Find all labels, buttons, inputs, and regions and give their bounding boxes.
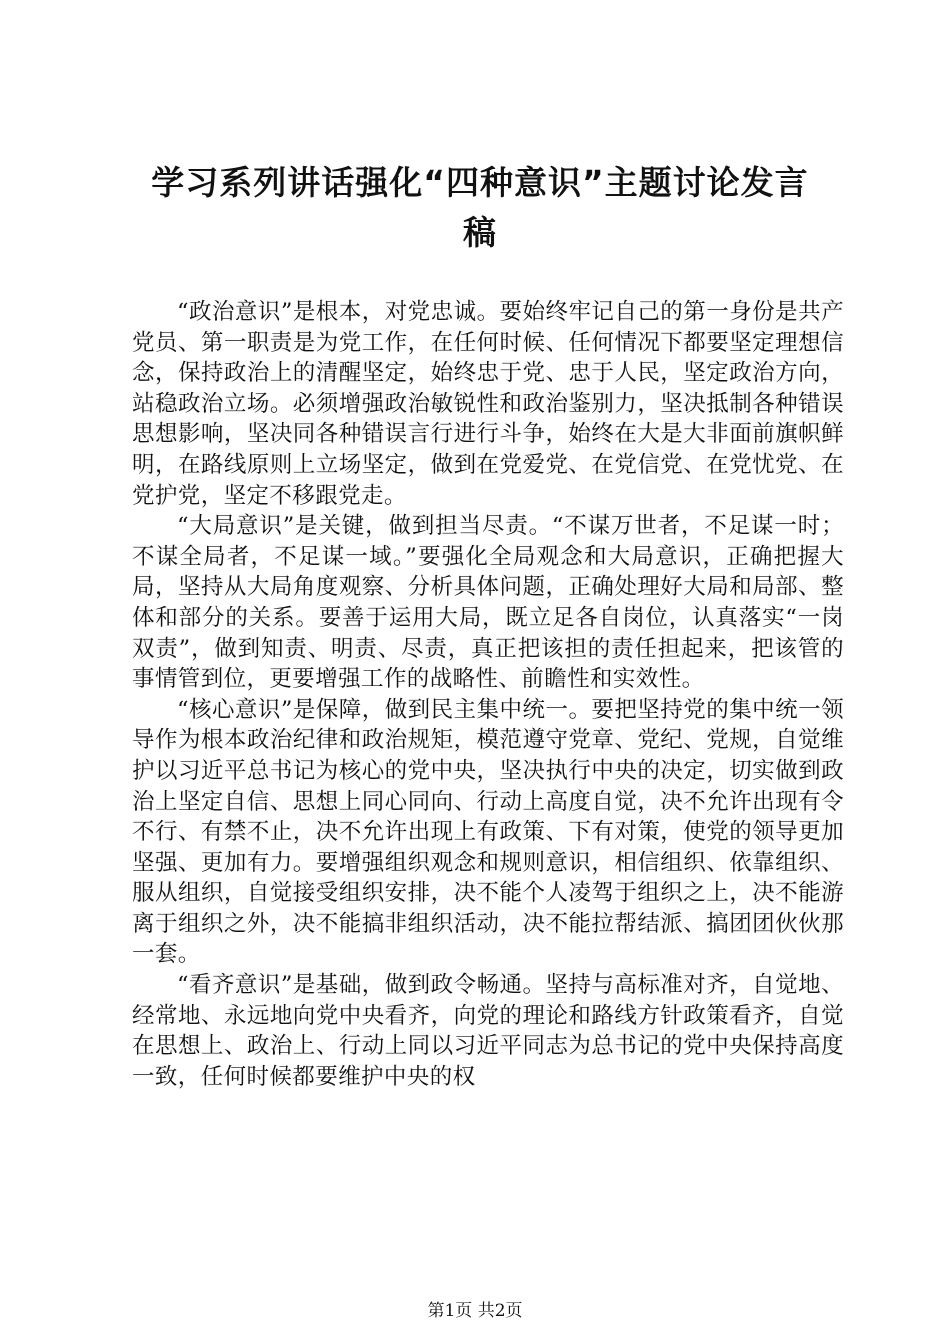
paragraph-political-awareness: “政治意识”是根本，对党忠诚。要始终牢记自己的第一身份是共产党员、第一职责是为党工作，在任何时候、任何情况下都要坚定理想信念，保持政治上的清醒坚定，始终忠于党、忠于人民，坚定政治方向，站稳政治立场。必须增强政治敏锐性和政治鉴别力，坚决抵制各种错误思想影响，坚决同各种错误言行进行斗争，始终在大是大非面前旗帜鲜明，在路线原则上立场坚定，做到在党爱党、在党信党、在党忧党、在党护党，坚定不移跟党走。 bbox=[132, 299, 844, 509]
title-line-2: 稿 bbox=[463, 213, 497, 252]
paragraph-alignment-awareness: “看齐意识”是基础，做到政令畅通。坚持与高标准对齐，自觉地、经常地、永远地向党中央看齐，向党的理论和路线方针政策看齐，自觉在思想上、政治上、行动上同以习近平同志为总书记的党中央保持高度一致，任何时候都要维护中央的权 bbox=[132, 972, 844, 1090]
paragraph-overall-awareness: “大局意识”是关键，做到担当尽责。“不谋万世者，不足谋一时；不谋全局者，不足谋一域。”要强化全局观念和大局意识，正确把握大局，坚持从大局角度观察、分析具体问题，正确处理好大局和局部、整体和部分的关系。要善于运用大局，既立足各自岗位，认真落实“一岗双责”，做到知责、明责、尽责，真正把该担的责任担起来，把该管的事情管到位，更要增强工作的战略性、前瞻性和实效性。 bbox=[132, 513, 844, 693]
page-footer: 第1页 共2页 bbox=[427, 1301, 523, 1321]
document-body bbox=[132, 297, 844, 1092]
document-title bbox=[120, 158, 840, 258]
title-line-1: 学习系列讲话强化“四种意识”主题讨论发言 bbox=[151, 163, 809, 202]
paragraph-core-awareness: “核心意识”是保障，做到民主集中统一。要把坚持党的集中统一领导作为根本政治纪律和政治规矩，模范遵守党章、党纪、党规，自觉维护以习近平总书记为核心的党中央，坚决执行中央的决定，切实做到政治上坚定自信、思想上同心同向、行动上高度自觉，决不允许出现有令不行、有禁不止，决不允许出现上有政策、下有对策，使党的领导更加坚强、更加有力。要增强组织观念和规则意识，相信组织、依靠组织、服从组织，自觉接受组织安排，决不能个人凌驾于组织之上，决不能游离于组织之外，决不能搞非组织活动，决不能拉帮结派、搞团团伙伙那一套。 bbox=[132, 696, 844, 968]
